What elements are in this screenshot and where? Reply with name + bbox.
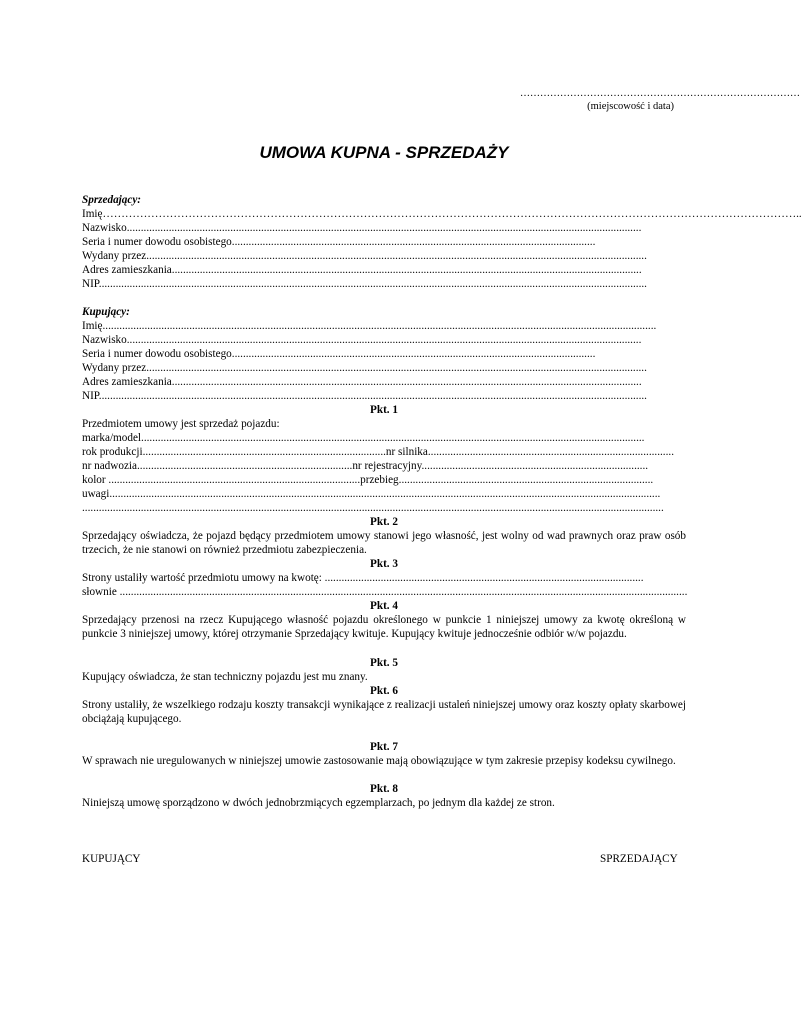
pkt6-heading: Pkt. 6 bbox=[370, 685, 398, 697]
seller-id-line: Seria i numer dowodu osobistego.................................................................................................................................. bbox=[82, 236, 596, 248]
buyer-last-name-line: Nazwisko........................................................................................................................................................................................ bbox=[82, 334, 642, 346]
pkt3-heading: Pkt. 3 bbox=[370, 558, 398, 570]
seller-issued-by-line: Wydany przez................................................................................................................................................................................... bbox=[82, 250, 647, 262]
seller-first-name-line: Imię…………………………………………………………………………………………………………………………………………………………………….. bbox=[82, 208, 802, 220]
buyer-id-line: Seria i numer dowodu osobistego.................................................................................................................................. bbox=[82, 348, 596, 360]
pkt2-heading: Pkt. 2 bbox=[370, 516, 398, 528]
pkt1-heading: Pkt. 1 bbox=[370, 404, 398, 416]
pkt2-text: Sprzedający oświadcza, że pojazd będący przedmiotem umowy stanowi jego własność, jest wolny od wad prawnych oraz praw osób trzecich, że nie stanowi on również przedmiotu zabezpieczenia. bbox=[82, 530, 686, 556]
buyer-address-line: Adres zamieszkania........................................................................................................................................................................ bbox=[82, 376, 642, 388]
seller-nip-line: NIP.................................................................................................................................................................................................... bbox=[82, 278, 647, 290]
buyer-heading: Kupujący: bbox=[82, 306, 130, 318]
pkt5-text: Kupujący oświadcza, że stan techniczny pojazdu jest mu znany. bbox=[82, 671, 368, 683]
vehicle-color-mileage-line: kolor ..........................................................................................przebieg........................................................................................... bbox=[82, 474, 654, 486]
seller-signature-label: SPRZEDAJĄCY bbox=[600, 853, 678, 865]
buyer-signature-label: KUPUJĄCY bbox=[82, 853, 141, 865]
place-date-dots: ………………………………………………………………………… bbox=[520, 88, 800, 99]
place-date-label: (miejscowość i data) bbox=[587, 101, 674, 112]
price-line: Strony ustaliły wartość przedmiotu umowy na kwotę: .................................................................................................................. bbox=[82, 572, 644, 584]
buyer-first-name-line: Imię...................................................................................................................................................................................................... bbox=[82, 320, 657, 332]
pkt7-heading: Pkt. 7 bbox=[370, 741, 398, 753]
buyer-nip-line: NIP.................................................................................................................................................................................................... bbox=[82, 390, 647, 402]
pkt4-text: Sprzedający przenosi na rzecz Kupującego własność pojazdu określonego w punkcie 1 niniejszej umowy za kwotę określoną w punkcie 3 niniejszej umowy, której otrzymanie Sprzedający kwituje. Kupujący kwituje jednocześnie odbiór w/w pojazdu. bbox=[82, 614, 686, 640]
price-words-line: słownie ........................................................................................................................................................................................................... bbox=[82, 586, 688, 598]
pkt1-intro: Przedmiotem umowy jest sprzedaż pojazdu: bbox=[82, 418, 280, 430]
vehicle-vin-registration-line: nr nadwozia.............................................................................nr rejestracyjny................................................................................. bbox=[82, 460, 649, 472]
pkt8-text: Niniejszą umowę sporządzono w dwóch jednobrzmiących egzemplarzach, po jednym dla każdej ze stron. bbox=[82, 797, 555, 809]
document-title: UMOWA KUPNA - SPRZEDAŻY bbox=[259, 143, 509, 162]
vehicle-year-engine-line: rok produkcji.......................................................................................nr silnika........................................................................................ bbox=[82, 446, 674, 458]
vehicle-notes-line: uwagi..................................................................................................................................................................................................... bbox=[82, 488, 661, 500]
buyer-issued-by-line: Wydany przez................................................................................................................................................................................... bbox=[82, 362, 647, 374]
pkt8-heading: Pkt. 8 bbox=[370, 783, 398, 795]
seller-heading: Sprzedający: bbox=[82, 194, 142, 206]
vehicle-make-line: marka/model.................................................................................................................................................................................... bbox=[82, 432, 645, 444]
pkt4-heading: Pkt. 4 bbox=[370, 600, 398, 612]
pkt6-text: Strony ustaliły, że wszelkiego rodzaju koszty transakcji wynikające z realizacji ustaleń niniejszej umowy oraz koszty opłaty skarbowej obciążają kupującego. bbox=[82, 699, 686, 725]
pkt5-heading: Pkt. 5 bbox=[370, 657, 398, 669]
seller-last-name-line: Nazwisko........................................................................................................................................................................................ bbox=[82, 222, 642, 234]
vehicle-notes-extra-line: ................................................................................................................................................................................................................ bbox=[82, 502, 664, 514]
pkt7-text: W sprawach nie uregulowanych w niniejszej umowie zastosowanie mają obowiązujące w tym zakresie przepisy kodeksu cywilnego. bbox=[82, 755, 676, 767]
seller-address-line: Adres zamieszkania........................................................................................................................................................................ bbox=[82, 264, 642, 276]
